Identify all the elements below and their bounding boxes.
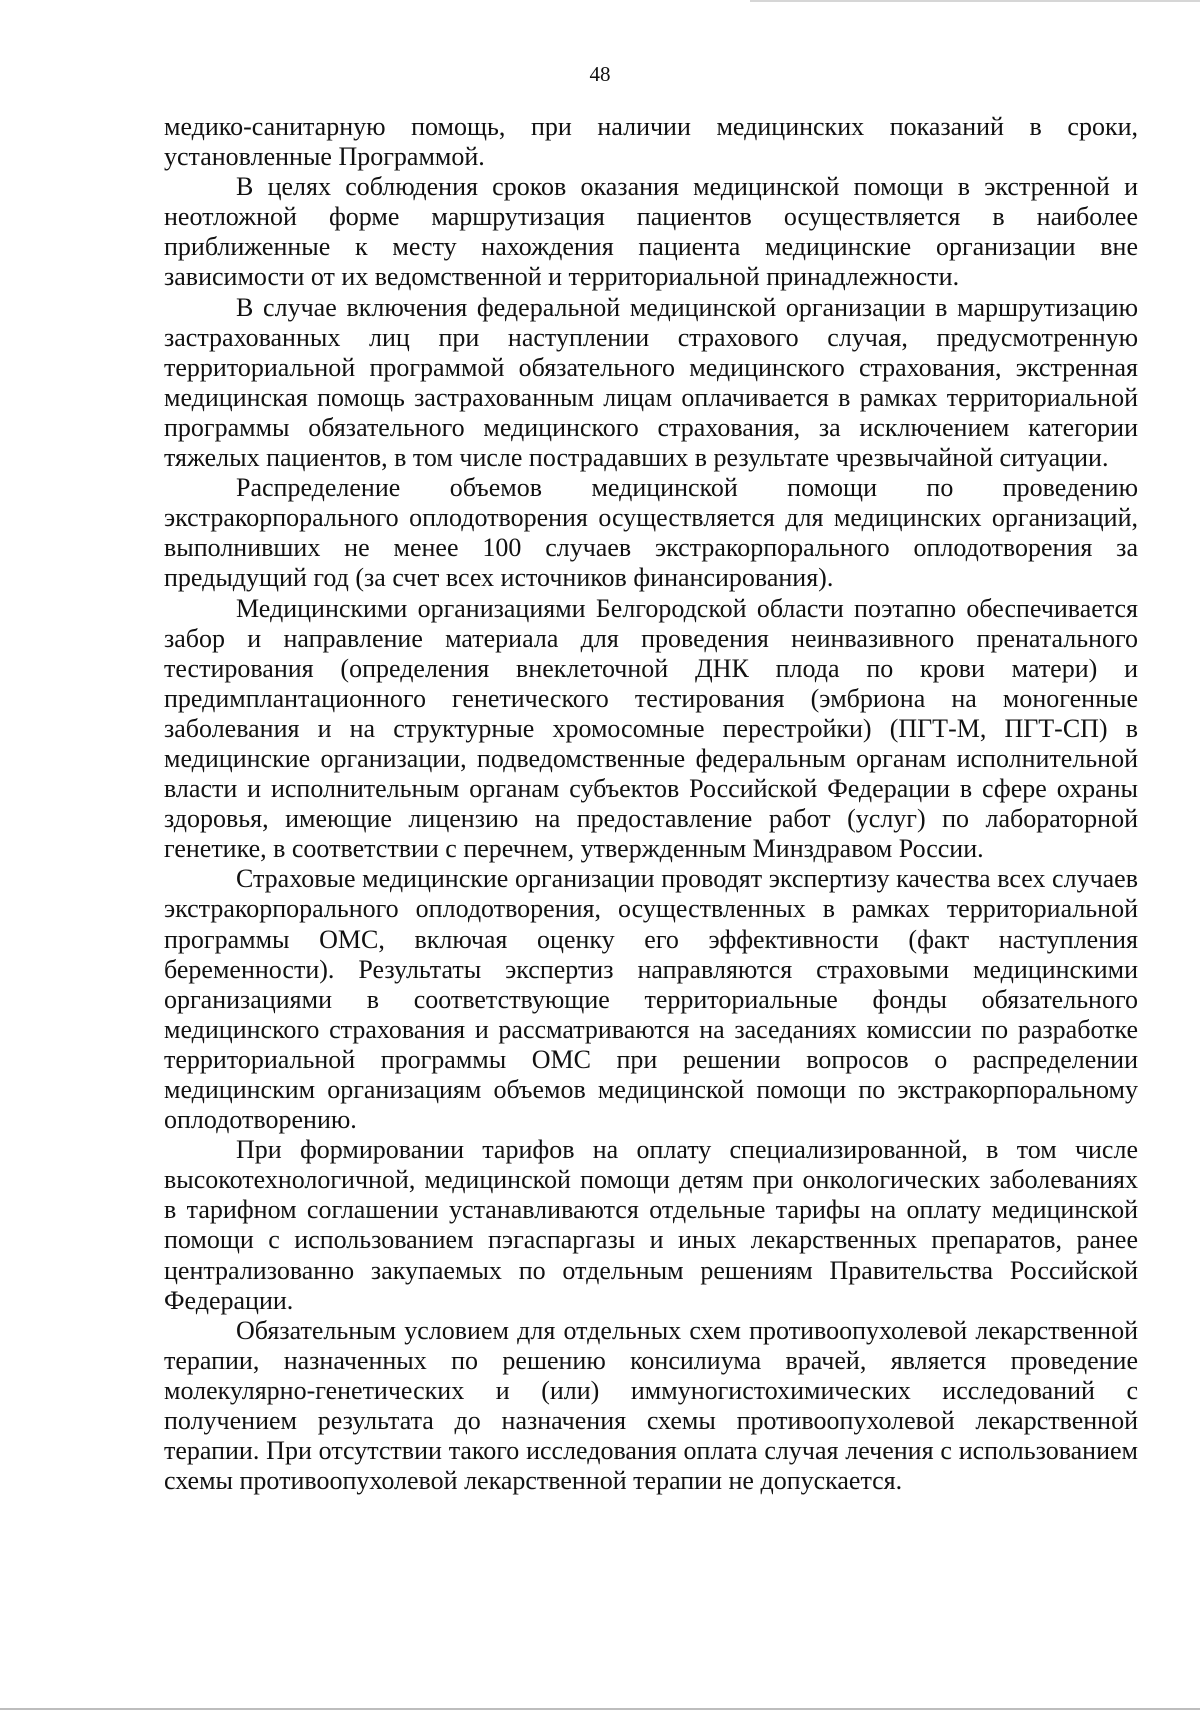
paragraph-federal-organization-routing: В случае включения федеральной медицинской организации в маршрутизацию застрахованных лиц при наступлении страхового случая, предусмотренную территориальной программой обязательного медицинского страхования, экстренная медицинская помощь застрахованным лицам оплачивается в рамках территориальной программы обязательного медицинского страхования, за исключением категории тяжелых пациентов, в том числе пострадавших в результате чрезвычайной ситуации. [164, 292, 1138, 473]
scan-edge-top [750, 0, 1200, 2]
scan-edge-bottom [0, 1708, 1200, 1710]
document-body [164, 112, 1138, 1496]
paragraph-emergency-routing: В целях соблюдения сроков оказания медицинской помощи в экстренной и неотложной форме маршрутизация пациентов осуществляется в наиболее приближенные к месту нахождения пациента медицинские организации вне зависимости от их ведомственной и территориальной принадлежности. [164, 172, 1138, 292]
paragraph-continuation: медико-санитарную помощь, при наличии медицинских показаний в сроки, установленные Программой. [164, 112, 1138, 172]
paragraph-antitumor-therapy-condition: Обязательным условием для отдельных схем противоопухолевой лекарственной терапии, назначенных по решению консилиума врачей, является проведение молекулярно-генетических и (или) иммуногистохимических исследований с получением результата до назначения схемы противоопухолевой лекарственной терапии. При отсутствии такого исследования оплата случая лечения с использованием схемы противоопухолевой лекарственной терапии не допускается. [164, 1315, 1138, 1496]
paragraph-ivf-volume-distribution: Распределение объемов медицинской помощи по проведению экстракорпорального оплодотворения осуществляется для медицинских организаций, выполнивших не менее 100 случаев экстракорпорального оплодотворения за предыдущий год (за счет всех источников финансирования). [164, 473, 1138, 593]
paragraph-pediatric-oncology-tariffs: При формировании тарифов на оплату специализированной, в том числе высокотехнологичной, медицинской помощи детям при онкологических заболеваниях в тарифном соглашении устанавливаются отдельные тарифы на оплату медицинской помощи с использованием пэгаспаргазы и иных лекарственных препаратов, ранее централизованно закупаемых по отдельным решениям Правительства Российской Федерации. [164, 1135, 1138, 1315]
paragraph-prenatal-testing: Медицинскими организациями Белгородской области поэтапно обеспечивается забор и направление материала для проведения неинвазивного пренатального тестирования (определения внеклеточной ДНК плода по крови матери) и предимплантационного генетического тестирования (эмбриона на моногенные заболевания и на структурные хромосомные перестройки) (ПГТ-М, ПГТ-СП) в медицинские организации, подведомственные федеральным органам исполнительной власти и исполнительным органам субъектов Российской Федерации в сфере охраны здоровья, имеющие лицензию на предоставление работ (услуг) по лабораторной генетике, в соответствии с перечнем, утвержденным Минздравом России. [164, 593, 1138, 864]
paragraph-insurance-quality-expertise: Страховые медицинские организации проводят экспертизу качества всех случаев экстракорпорального оплодотворения, осуществленных в рамках территориальной программы ОМС, включая оценку его эффективности (факт наступления беременности). Результаты экспертиз направляются страховыми медицинскими организациями в соответствующие территориальные фонды обязательного медицинского страхования и рассматриваются на заседаниях комиссии по разработке территориальной программы ОМС при решении вопросов о распределении медицинским организациям объемов медицинской помощи по экстракорпоральному оплодотворению. [164, 864, 1138, 1135]
page-number: 48 [589, 62, 611, 86]
